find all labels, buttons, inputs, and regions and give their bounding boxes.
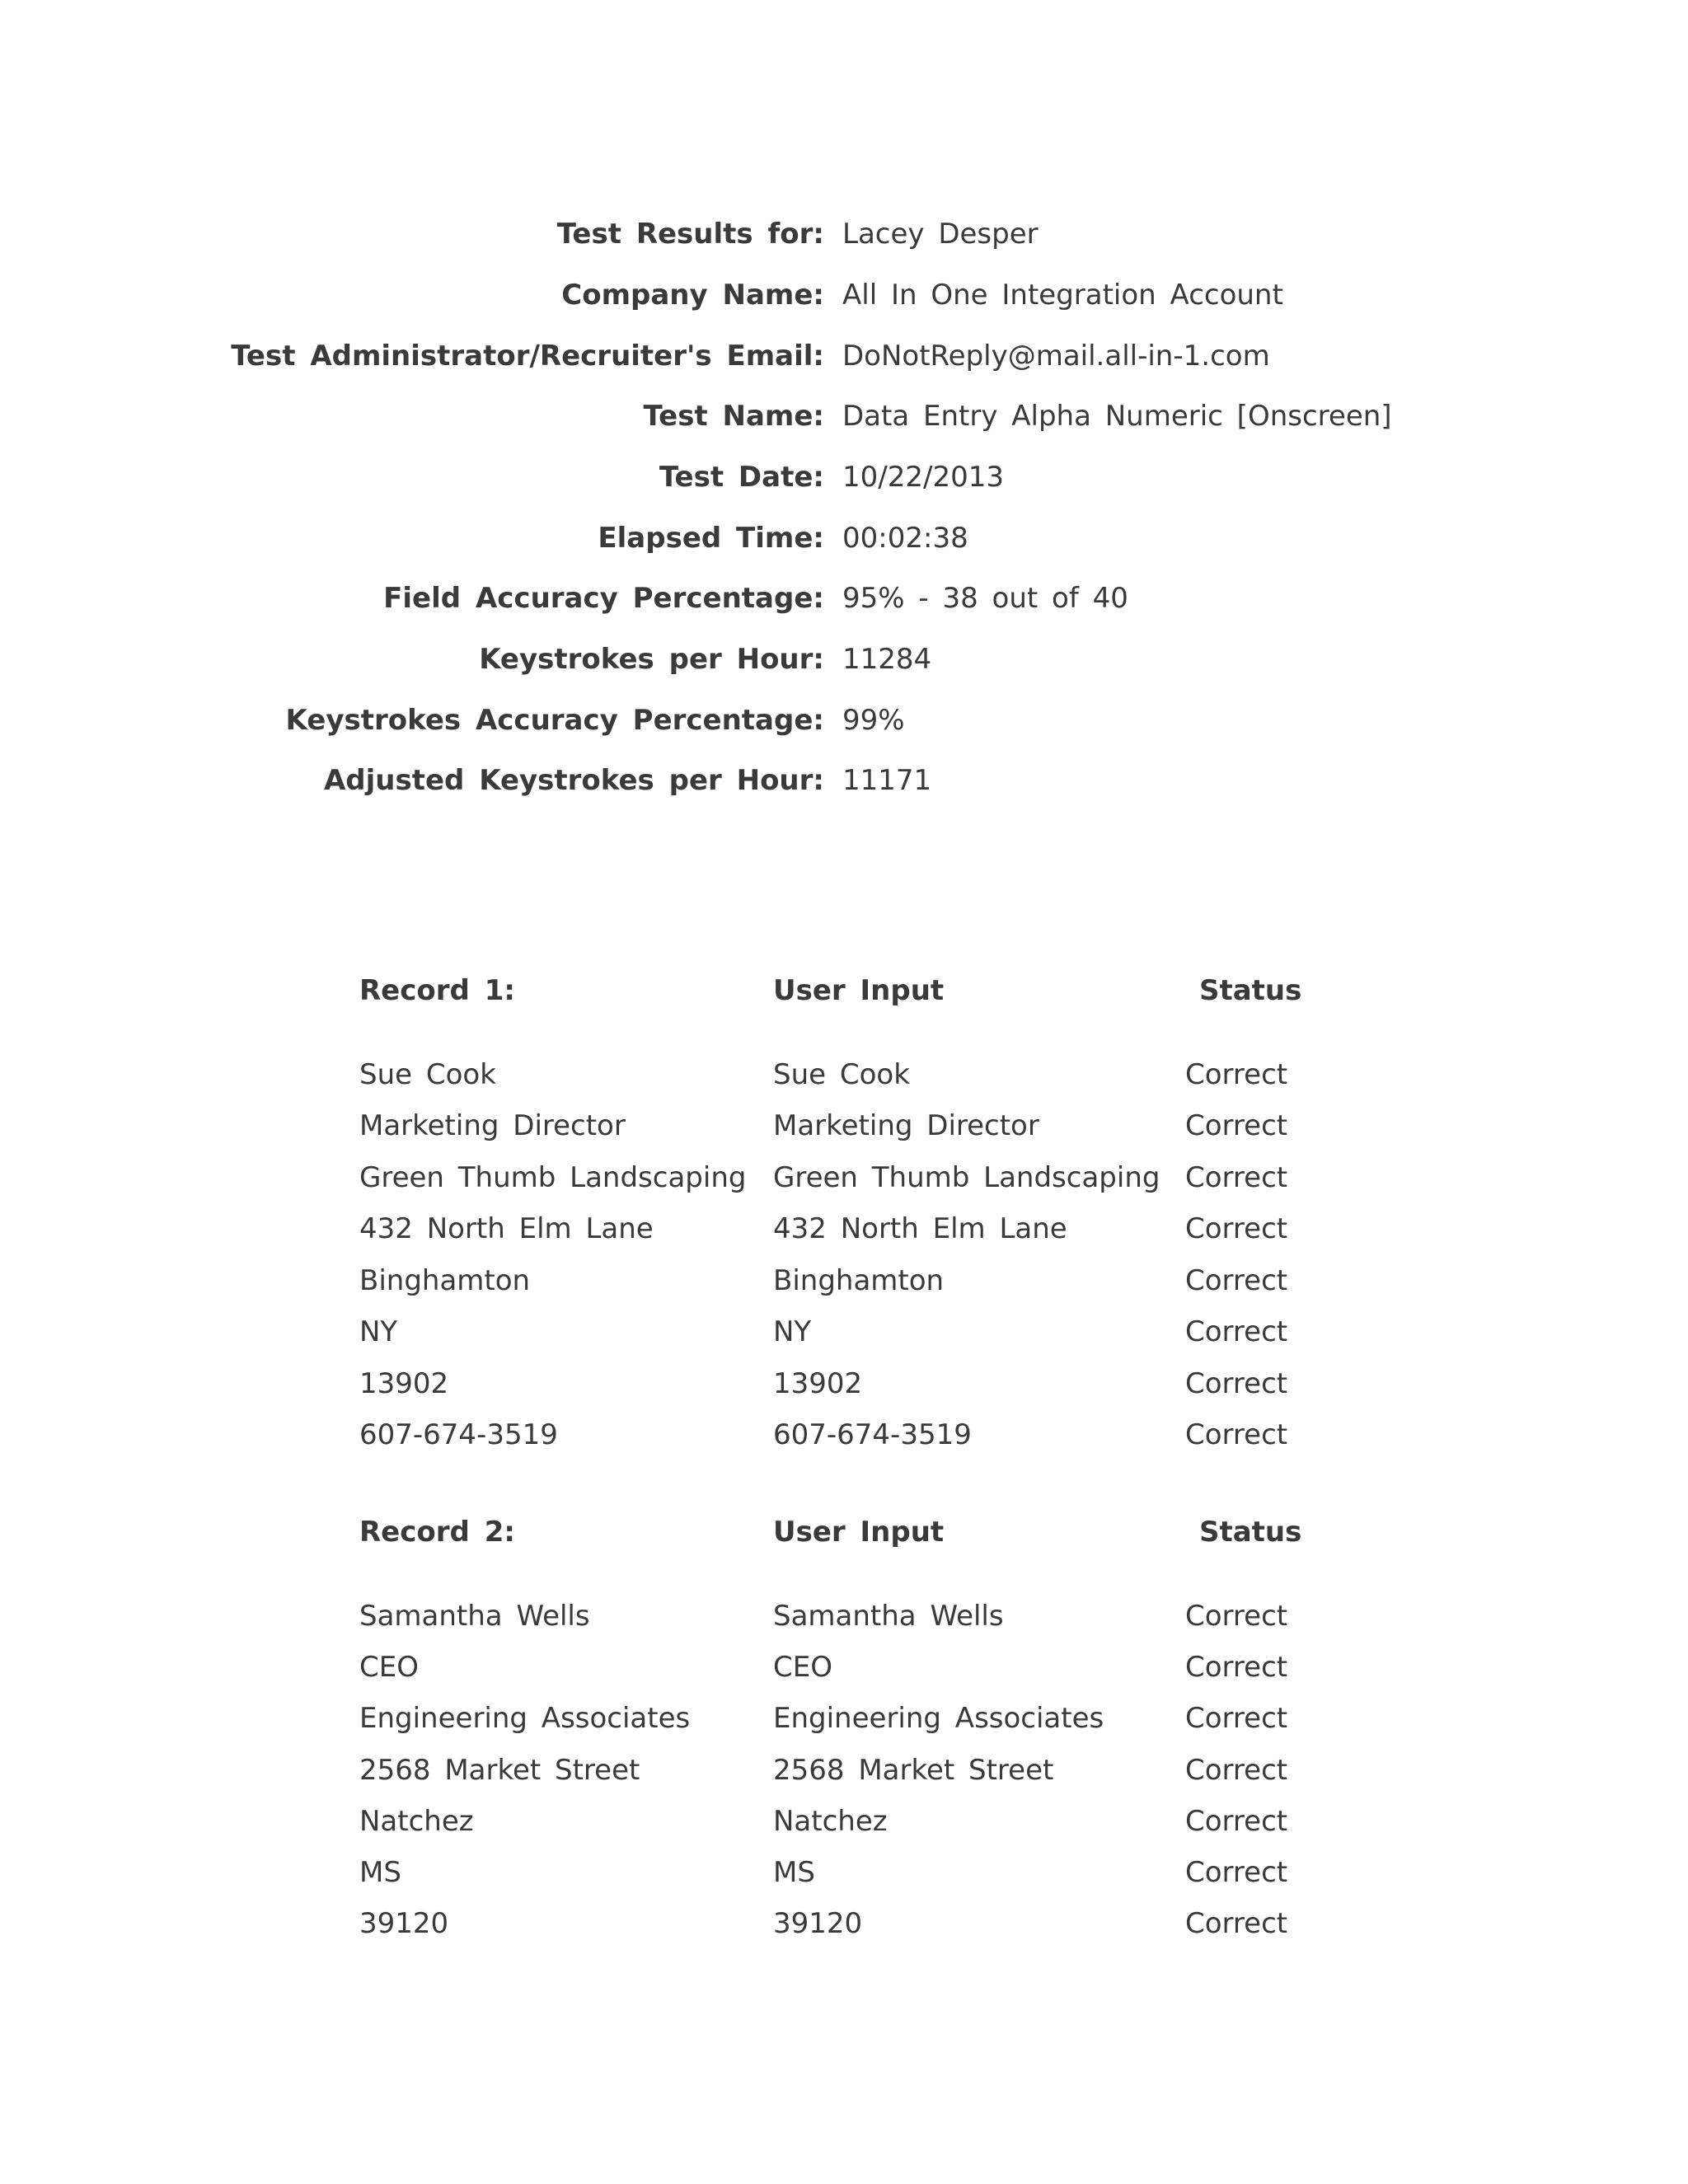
summary-label: Test Date:: [659, 461, 824, 494]
expected-value: 432 North Elm Lane: [359, 1212, 654, 1245]
summary-row-elapsed-time: [0, 513, 1688, 563]
user-input-value: Binghamton: [773, 1264, 945, 1297]
summary-label: Keystrokes Accuracy Percentage:: [285, 704, 824, 737]
expected-value: Samantha Wells: [359, 1600, 590, 1633]
summary-label: Adjusted Keystrokes per Hour:: [323, 764, 824, 797]
user-input-value: Engineering Associates: [773, 1702, 1104, 1735]
summary-row-adjusted-keystrokes: [0, 756, 1688, 805]
summary-label: Keystrokes per Hour:: [479, 643, 824, 676]
user-input-value: 13902: [773, 1367, 863, 1400]
expected-value: 607-674-3519: [359, 1418, 558, 1451]
user-input-value: 2568 Market Street: [773, 1754, 1054, 1787]
user-input-header: User Input: [773, 1516, 945, 1549]
summary-value: DoNotReply@mail.all-in-1.com: [842, 340, 1270, 373]
summary-row-field-accuracy: [0, 574, 1688, 623]
status-header: Status: [1199, 974, 1302, 1007]
summary-label: Test Administrator/Recruiter's Email:: [231, 340, 824, 373]
status-value: Correct: [1185, 1805, 1288, 1838]
summary-value: 95% - 38 out of 40: [842, 582, 1128, 615]
user-input-value: Marketing Director: [773, 1109, 1039, 1142]
user-input-value: Samantha Wells: [773, 1600, 1004, 1633]
summary-row-test-results-for: [0, 209, 1688, 259]
user-input-value: MS: [773, 1856, 815, 1889]
summary-value: 11171: [842, 764, 932, 797]
summary-label: Company Name:: [561, 279, 824, 312]
status-value: Correct: [1185, 1651, 1288, 1684]
expected-value: Sue Cook: [359, 1058, 496, 1091]
user-input-header: User Input: [773, 974, 945, 1007]
status-value: Correct: [1185, 1161, 1288, 1194]
expected-value: Natchez: [359, 1805, 474, 1838]
expected-value: NY: [359, 1315, 398, 1348]
expected-value: MS: [359, 1856, 401, 1889]
table-row: [0, 1848, 1688, 1897]
user-input-value: 432 North Elm Lane: [773, 1212, 1067, 1245]
record-title: Record 1:: [359, 974, 515, 1007]
table-row: [0, 1899, 1688, 1948]
table-row: [0, 1591, 1688, 1641]
summary-row-test-date: [0, 452, 1688, 502]
summary-value: Data Entry Alpha Numeric [Onscreen]: [842, 400, 1392, 433]
record-header: [0, 1507, 1688, 1557]
table-row: [0, 1101, 1688, 1151]
status-header: Status: [1199, 1516, 1302, 1549]
status-value: Correct: [1185, 1109, 1288, 1142]
user-input-value: Green Thumb Landscaping: [773, 1161, 1160, 1194]
expected-value: Marketing Director: [359, 1109, 626, 1142]
summary-label: Elapsed Time:: [598, 522, 824, 555]
expected-value: Binghamton: [359, 1264, 531, 1297]
expected-value: Engineering Associates: [359, 1702, 691, 1735]
summary-value: All In One Integration Account: [842, 279, 1283, 312]
summary-row-keystrokes-accuracy: [0, 696, 1688, 745]
expected-value: 2568 Market Street: [359, 1754, 640, 1787]
summary-value: 10/22/2013: [842, 461, 1004, 494]
summary-value: 11284: [842, 643, 932, 676]
summary-row-test-name: [0, 391, 1688, 441]
expected-value: Green Thumb Landscaping: [359, 1161, 747, 1194]
expected-value: CEO: [359, 1651, 419, 1684]
table-row: [0, 1694, 1688, 1743]
status-value: Correct: [1185, 1418, 1288, 1451]
record-header: [0, 966, 1688, 1015]
table-row: [0, 1643, 1688, 1692]
user-input-value: 607-674-3519: [773, 1418, 972, 1451]
record-title: Record 2:: [359, 1516, 515, 1549]
summary-value: 99%: [842, 704, 905, 737]
user-input-value: 39120: [773, 1907, 863, 1940]
table-row: [0, 1797, 1688, 1846]
status-value: Correct: [1185, 1907, 1288, 1940]
user-input-value: CEO: [773, 1651, 832, 1684]
table-row: [0, 1746, 1688, 1795]
status-value: Correct: [1185, 1212, 1288, 1245]
status-value: Correct: [1185, 1367, 1288, 1400]
table-row: [0, 1153, 1688, 1202]
expected-value: 13902: [359, 1367, 449, 1400]
summary-row-admin-email: [0, 331, 1688, 381]
summary-row-company-name: [0, 270, 1688, 320]
table-row: [0, 1204, 1688, 1254]
summary-row-keystrokes-per-hour: [0, 635, 1688, 684]
table-row: [0, 1050, 1688, 1099]
table-row: [0, 1256, 1688, 1305]
status-value: Correct: [1185, 1754, 1288, 1787]
status-value: Correct: [1185, 1702, 1288, 1735]
summary-label: Test Name:: [643, 400, 824, 433]
user-input-value: Sue Cook: [773, 1058, 910, 1091]
status-value: Correct: [1185, 1856, 1288, 1889]
status-value: Correct: [1185, 1315, 1288, 1348]
summary-label: Field Accuracy Percentage:: [383, 582, 824, 615]
table-row: [0, 1410, 1688, 1460]
user-input-value: NY: [773, 1315, 812, 1348]
table-row: [0, 1307, 1688, 1357]
status-value: Correct: [1185, 1058, 1288, 1091]
user-input-value: Natchez: [773, 1805, 888, 1838]
expected-value: 39120: [359, 1907, 449, 1940]
status-value: Correct: [1185, 1264, 1288, 1297]
status-value: Correct: [1185, 1600, 1288, 1633]
summary-value: 00:02:38: [842, 522, 968, 555]
table-row: [0, 1359, 1688, 1408]
summary-label: Test Results for:: [556, 218, 824, 251]
summary-value: Lacey Desper: [842, 218, 1039, 251]
